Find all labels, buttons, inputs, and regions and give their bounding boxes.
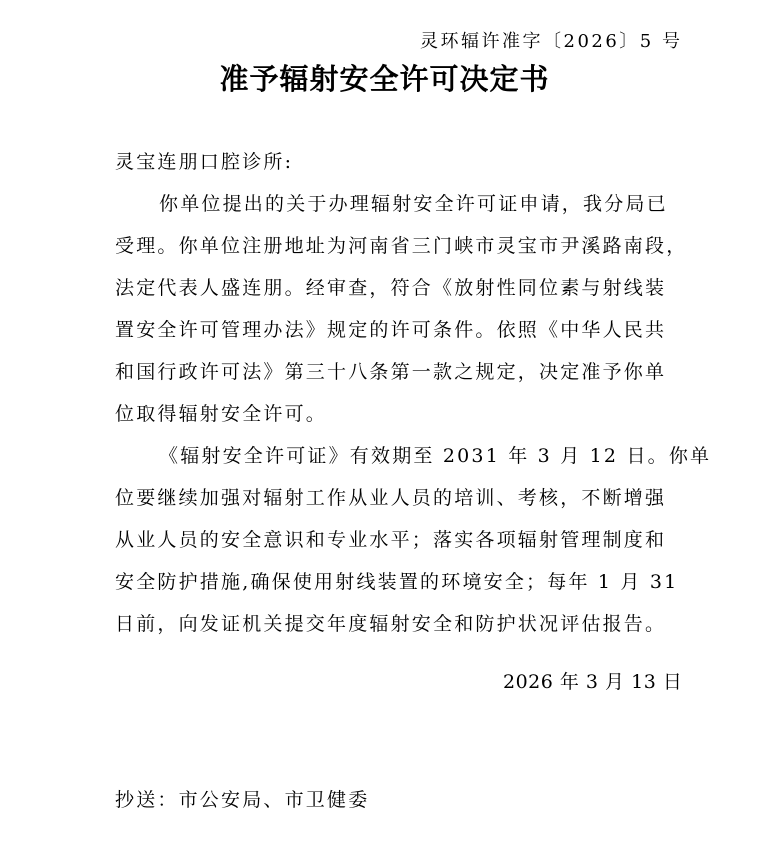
cc-recipients: 抄送：市公安局、市卫健委 [115,789,370,811]
document-number: 灵环辐许准字〔2026〕5 号 [420,31,683,52]
paragraph-line: 受理。你单位注册地址为河南省三门峡市灵宝市尹溪路南段， [115,235,688,257]
paragraph-line: 你单位提出的关于办理辐射安全许可证申请，我分局已 [159,193,668,215]
paragraph-line: 安全防护措施,确保使用射线装置的环境安全；每年 1 月 31 [115,571,679,593]
paragraph-line: 置安全许可管理办法》规定的许可条件。依照《中华人民共 [115,319,667,341]
paragraph-line: 位取得辐射安全许可。 [115,403,328,425]
paragraph-line: 日前，向发证机关提交年度辐射安全和防护状况评估报告。 [115,613,667,635]
paragraph-line: 和国行政许可法》第三十八条第一款之规定，决定准予你单 [115,361,667,383]
paragraph-line: 从业人员的安全意识和专业水平；落实各项辐射管理制度和 [115,529,667,551]
issue-date: 2026 年 3 月 13 日 [503,671,683,693]
addressee: 灵宝连朋口腔诊所: [115,151,294,173]
document-title: 准予辐射安全许可决定书 [219,62,550,96]
paragraph-line: 位要继续加强对辐射工作从业人员的培训、考核，不断增强 [115,487,667,509]
paragraph-line: 《辐射安全许可证》有效期至 2031 年 3 月 12 日。你单 [159,445,712,467]
paragraph-line: 法定代表人盛连朋。经审查，符合《放射性同位素与射线装 [115,277,667,299]
